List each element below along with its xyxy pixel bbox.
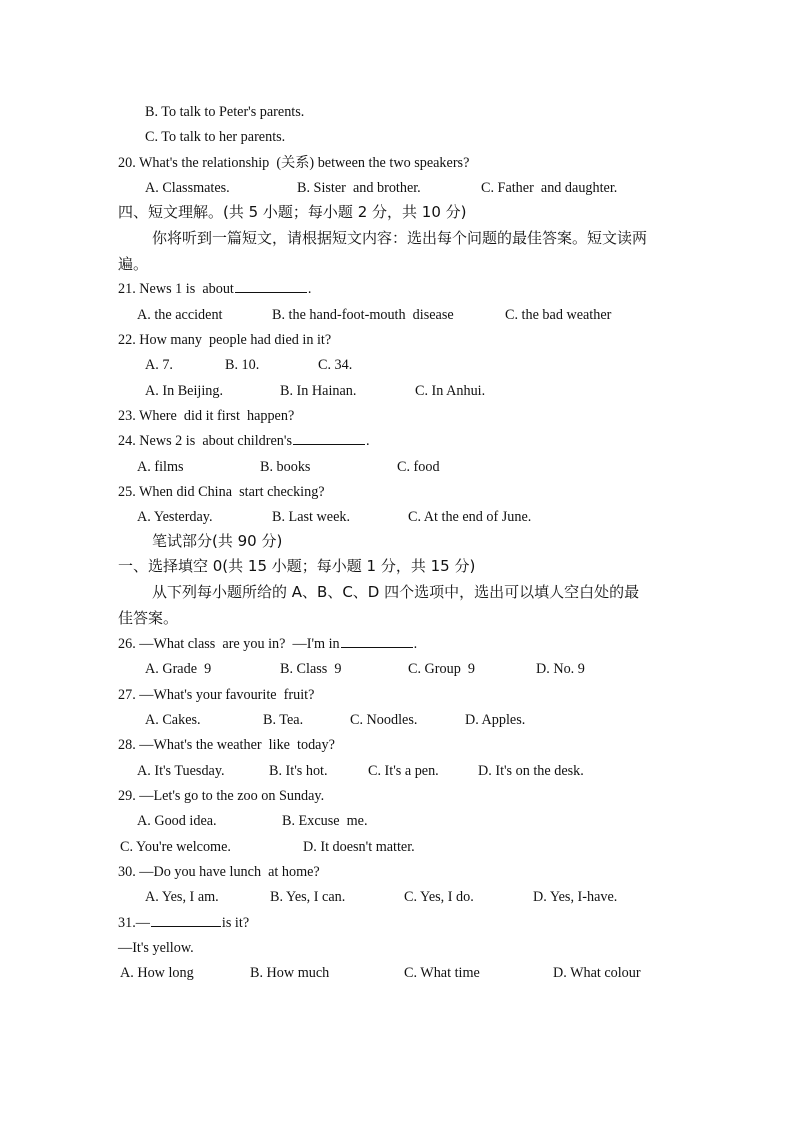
question-28: 28. —What's the weather like today? <box>118 737 335 753</box>
question-24: 24. News 2 is about children's . <box>118 433 370 449</box>
q26-option-c: C. Group 9 <box>408 661 475 677</box>
q29-option-a: A. Good idea. <box>137 813 217 829</box>
q29-option-c: C. You're welcome. <box>120 839 231 855</box>
q31-option-d: D. What colour <box>553 965 641 981</box>
q20-option-c: C. Father and daughter. <box>481 180 618 196</box>
q25-option-a: A. Yesterday. <box>137 509 213 525</box>
answer-blank <box>293 443 365 445</box>
question-26: 26. —What class are you in? —I'm in . <box>118 636 418 652</box>
q28-option-a: A. It's Tuesday. <box>137 763 225 779</box>
q23-option-b: B. In Hainan. <box>280 383 357 399</box>
q27-option-d: D. Apples. <box>465 712 526 728</box>
q20-option-b: B. Sister and brother. <box>297 180 421 196</box>
q20-option-a: A. Classmates. <box>145 180 230 196</box>
q29-option-b: B. Excuse me. <box>282 813 368 829</box>
q30-option-d: D. Yes, I-have. <box>533 889 618 905</box>
q31-option-b: B. How much <box>250 965 330 981</box>
q22-option-a: A. 7. <box>145 357 173 373</box>
q24-option-a: A. films <box>137 459 184 475</box>
q26-option-a: A. Grade 9 <box>145 661 212 677</box>
section-4-instruction: 你将听到一篇短文，请根据短文内容：选出每个问题的最佳答案。短文读两 <box>152 229 648 247</box>
answer-blank <box>341 646 413 648</box>
q22-option-c: C. 34. <box>318 357 353 373</box>
section-1-heading: 一、选择填空 0(共 15 小题；每小题 1 分，共 15 分) <box>118 557 476 575</box>
question-27: 27. —What's your favourite fruit? <box>118 687 315 703</box>
question-23: 23. Where did it first happen? <box>118 408 295 424</box>
question-22: 22. How many people had died in it? <box>118 332 332 348</box>
section-4-heading: 四、短文理解。(共 5 小题；每小题 2 分，共 10 分) <box>118 203 467 221</box>
section-1-instruction: 从下列每小题所给的 A、B、C、D 四个选项中，选出可以填人空白处的最 <box>152 583 640 601</box>
q21-option-c: C. the bad weather <box>505 307 612 323</box>
q30-option-a: A. Yes, I am. <box>145 889 219 905</box>
q27-option-a: A. Cakes. <box>145 712 201 728</box>
q29-option-d: D. It doesn't matter. <box>303 839 415 855</box>
question-25: 25. When did China start checking? <box>118 484 325 500</box>
q31-option-c: C. What time <box>404 965 480 981</box>
section-4-instruction-cont: 遍。 <box>118 255 149 273</box>
q27-option-c: C. Noodles. <box>350 712 418 728</box>
q25-option-b: B. Last week. <box>272 509 351 525</box>
q31-option-a: A. How long <box>120 965 194 981</box>
q24-option-b: B. books <box>260 459 311 475</box>
section-1-instruction-cont: 佳答案。 <box>118 609 179 627</box>
q21-option-b: B. the hand-foot-mouth disease <box>272 307 454 323</box>
q27-option-b: B. Tea. <box>263 712 304 728</box>
question-30: 30. —Do you have lunch at home? <box>118 864 320 880</box>
answer-blank <box>235 291 307 293</box>
question-21: 21. News 1 is about . <box>118 281 312 297</box>
q28-option-c: C. It's a pen. <box>368 763 439 779</box>
q24-option-c: C. food <box>397 459 440 475</box>
q23-option-c: C. In Anhui. <box>415 383 486 399</box>
q26-option-b: B. Class 9 <box>280 661 342 677</box>
question-31: 31.— is it? <box>118 915 250 931</box>
q31-reply: —It's yellow. <box>118 940 194 956</box>
option-b-q19: B. To talk to Peter's parents. <box>145 104 305 120</box>
q22-option-b: B. 10. <box>225 357 260 373</box>
question-20: 20. What's the relationship (关系) between the two speakers? <box>118 155 470 171</box>
q28-option-b: B. It's hot. <box>269 763 328 779</box>
q28-option-d: D. It's on the desk. <box>478 763 584 779</box>
option-c-q19: C. To talk to her parents. <box>145 129 286 145</box>
q30-option-b: B. Yes, I can. <box>270 889 346 905</box>
q26-option-d: D. No. 9 <box>536 661 585 677</box>
written-part-heading: 笔试部分(共 90 分) <box>152 532 283 550</box>
q25-option-c: C. At the end of June. <box>408 509 532 525</box>
q23-option-a: A. In Beijing. <box>145 383 224 399</box>
answer-blank <box>151 925 221 927</box>
q21-option-a: A. the accident <box>137 307 223 323</box>
question-29: 29. —Let's go to the zoo on Sunday. <box>118 788 325 804</box>
q30-option-c: C. Yes, I do. <box>404 889 474 905</box>
